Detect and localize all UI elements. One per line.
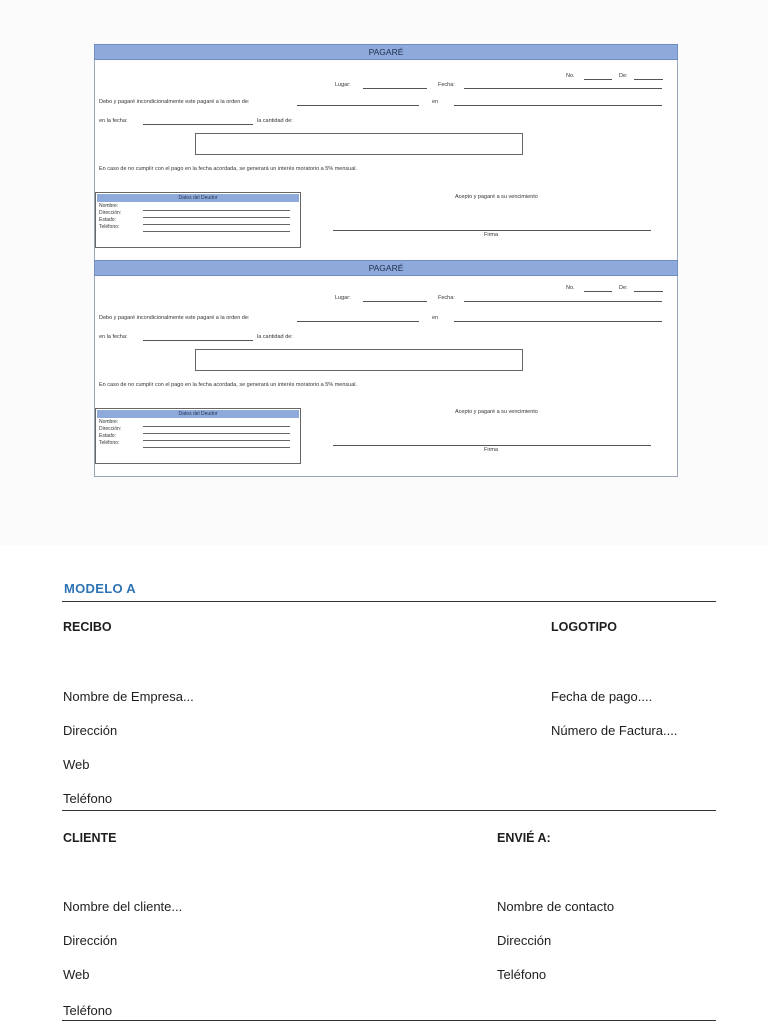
telefono-label: Teléfono:	[99, 224, 120, 230]
de-label: De:	[619, 285, 628, 291]
estado-label: Estado:	[99, 433, 116, 439]
recibo-title: RECIBO	[63, 620, 112, 634]
en-label: en	[432, 99, 439, 105]
interes-text: En caso de no cumplir con el pago en la fecha acordada, se generará un interés moratorio a 5% mensual.	[99, 166, 358, 172]
pagare-title: PAGARÉ	[94, 44, 678, 60]
fecha-line	[464, 301, 662, 302]
debo-text: Debo y pagaré incondicionalmente este pagaré a la orden de:	[99, 315, 250, 321]
contacto-telefono: Teléfono	[497, 967, 547, 982]
empresa-web: Web	[63, 757, 90, 772]
amount-box	[195, 349, 523, 371]
lugar-label: Lugar:	[335, 82, 351, 88]
acepto-text: Acepto y pagaré a su vencimiento	[455, 194, 538, 200]
en-line	[454, 105, 662, 106]
en-la-fecha-label: en la fecha:	[99, 334, 128, 340]
no-line	[584, 291, 612, 292]
debo-text: Debo y pagaré incondicionalmente este pagaré a la orden de:	[99, 99, 250, 105]
empresa-telefono: Teléfono	[63, 791, 113, 806]
nombre-line	[143, 426, 290, 427]
en-la-fecha-line	[143, 340, 253, 341]
interes-text: En caso de no cumplir con el pago en la fecha acordada, se generará un interés moratorio a 5% mensual.	[99, 382, 358, 388]
telefono-label: Teléfono:	[99, 440, 120, 446]
direccion-line	[143, 433, 290, 434]
estado-line	[143, 224, 290, 225]
contacto-nombre: Nombre de contacto	[497, 899, 615, 914]
en-label: en	[432, 315, 439, 321]
en-la-fecha-label: en la fecha:	[99, 118, 128, 124]
direccion-label: Dirección:	[99, 426, 122, 432]
cliente-web: Web	[63, 967, 90, 982]
cantidad-label: la cantidad de:	[257, 334, 293, 340]
cliente-direccion: Dirección	[63, 933, 118, 948]
fecha-label: Fecha:	[438, 295, 455, 301]
en-la-fecha-line	[143, 124, 253, 125]
fecha-label: Fecha:	[438, 82, 455, 88]
no-label: No.	[566, 73, 575, 79]
lugar-line	[363, 88, 427, 89]
nombre-line	[143, 210, 290, 211]
nombre-label: Nombre:	[99, 203, 119, 209]
fecha-line	[464, 88, 662, 89]
empresa-direccion: Dirección	[63, 723, 118, 738]
cantidad-label: la cantidad de:	[257, 118, 293, 124]
divider-middle	[62, 810, 716, 811]
estado-label: Estado:	[99, 217, 116, 223]
empresa-name: Nombre de Empresa...	[63, 689, 194, 704]
direccion-line	[143, 217, 290, 218]
divider-top	[62, 601, 716, 602]
pagare-form-1	[94, 44, 678, 261]
orden-line	[297, 321, 419, 322]
no-line	[584, 79, 612, 80]
telefono-line	[143, 447, 290, 448]
telefono-line	[143, 231, 290, 232]
firma-label: Firma	[484, 232, 499, 238]
en-line	[454, 321, 662, 322]
pagare-title: PAGARÉ	[94, 260, 678, 276]
logotipo-label: LOGOTIPO	[551, 620, 617, 634]
cliente-nombre: Nombre del cliente...	[63, 899, 183, 914]
deudor-box	[95, 192, 301, 248]
contacto-direccion: Dirección	[497, 933, 552, 948]
deudor-header: Datos del Deudor	[97, 410, 299, 418]
deudor-header: Datos del Deudor	[97, 194, 299, 202]
divider-bottom	[62, 1020, 716, 1021]
acepto-text: Acepto y pagaré a su vencimiento	[455, 409, 538, 415]
fecha-pago: Fecha de pago....	[551, 689, 653, 704]
de-line	[634, 291, 663, 292]
lugar-label: Lugar:	[335, 295, 351, 301]
modelo-heading: MODELO A	[64, 581, 136, 596]
firma-label: Firma	[484, 447, 499, 453]
cliente-title: CLIENTE	[63, 831, 117, 845]
direccion-label: Dirección:	[99, 210, 122, 216]
orden-line	[297, 105, 419, 106]
pagare-form-2	[94, 260, 678, 477]
de-line	[634, 79, 663, 80]
nombre-label: Nombre:	[99, 419, 119, 425]
lugar-line	[363, 301, 427, 302]
no-label: No.	[566, 285, 575, 291]
estado-line	[143, 440, 290, 441]
envie-title: ENVIÉ A:	[497, 831, 551, 845]
de-label: De:	[619, 73, 628, 79]
cliente-telefono: Teléfono	[63, 1003, 113, 1018]
numero-factura: Número de Factura....	[551, 723, 678, 738]
amount-box	[195, 133, 523, 155]
deudor-box	[95, 408, 301, 464]
firma-line	[333, 230, 651, 231]
firma-line	[333, 445, 651, 446]
